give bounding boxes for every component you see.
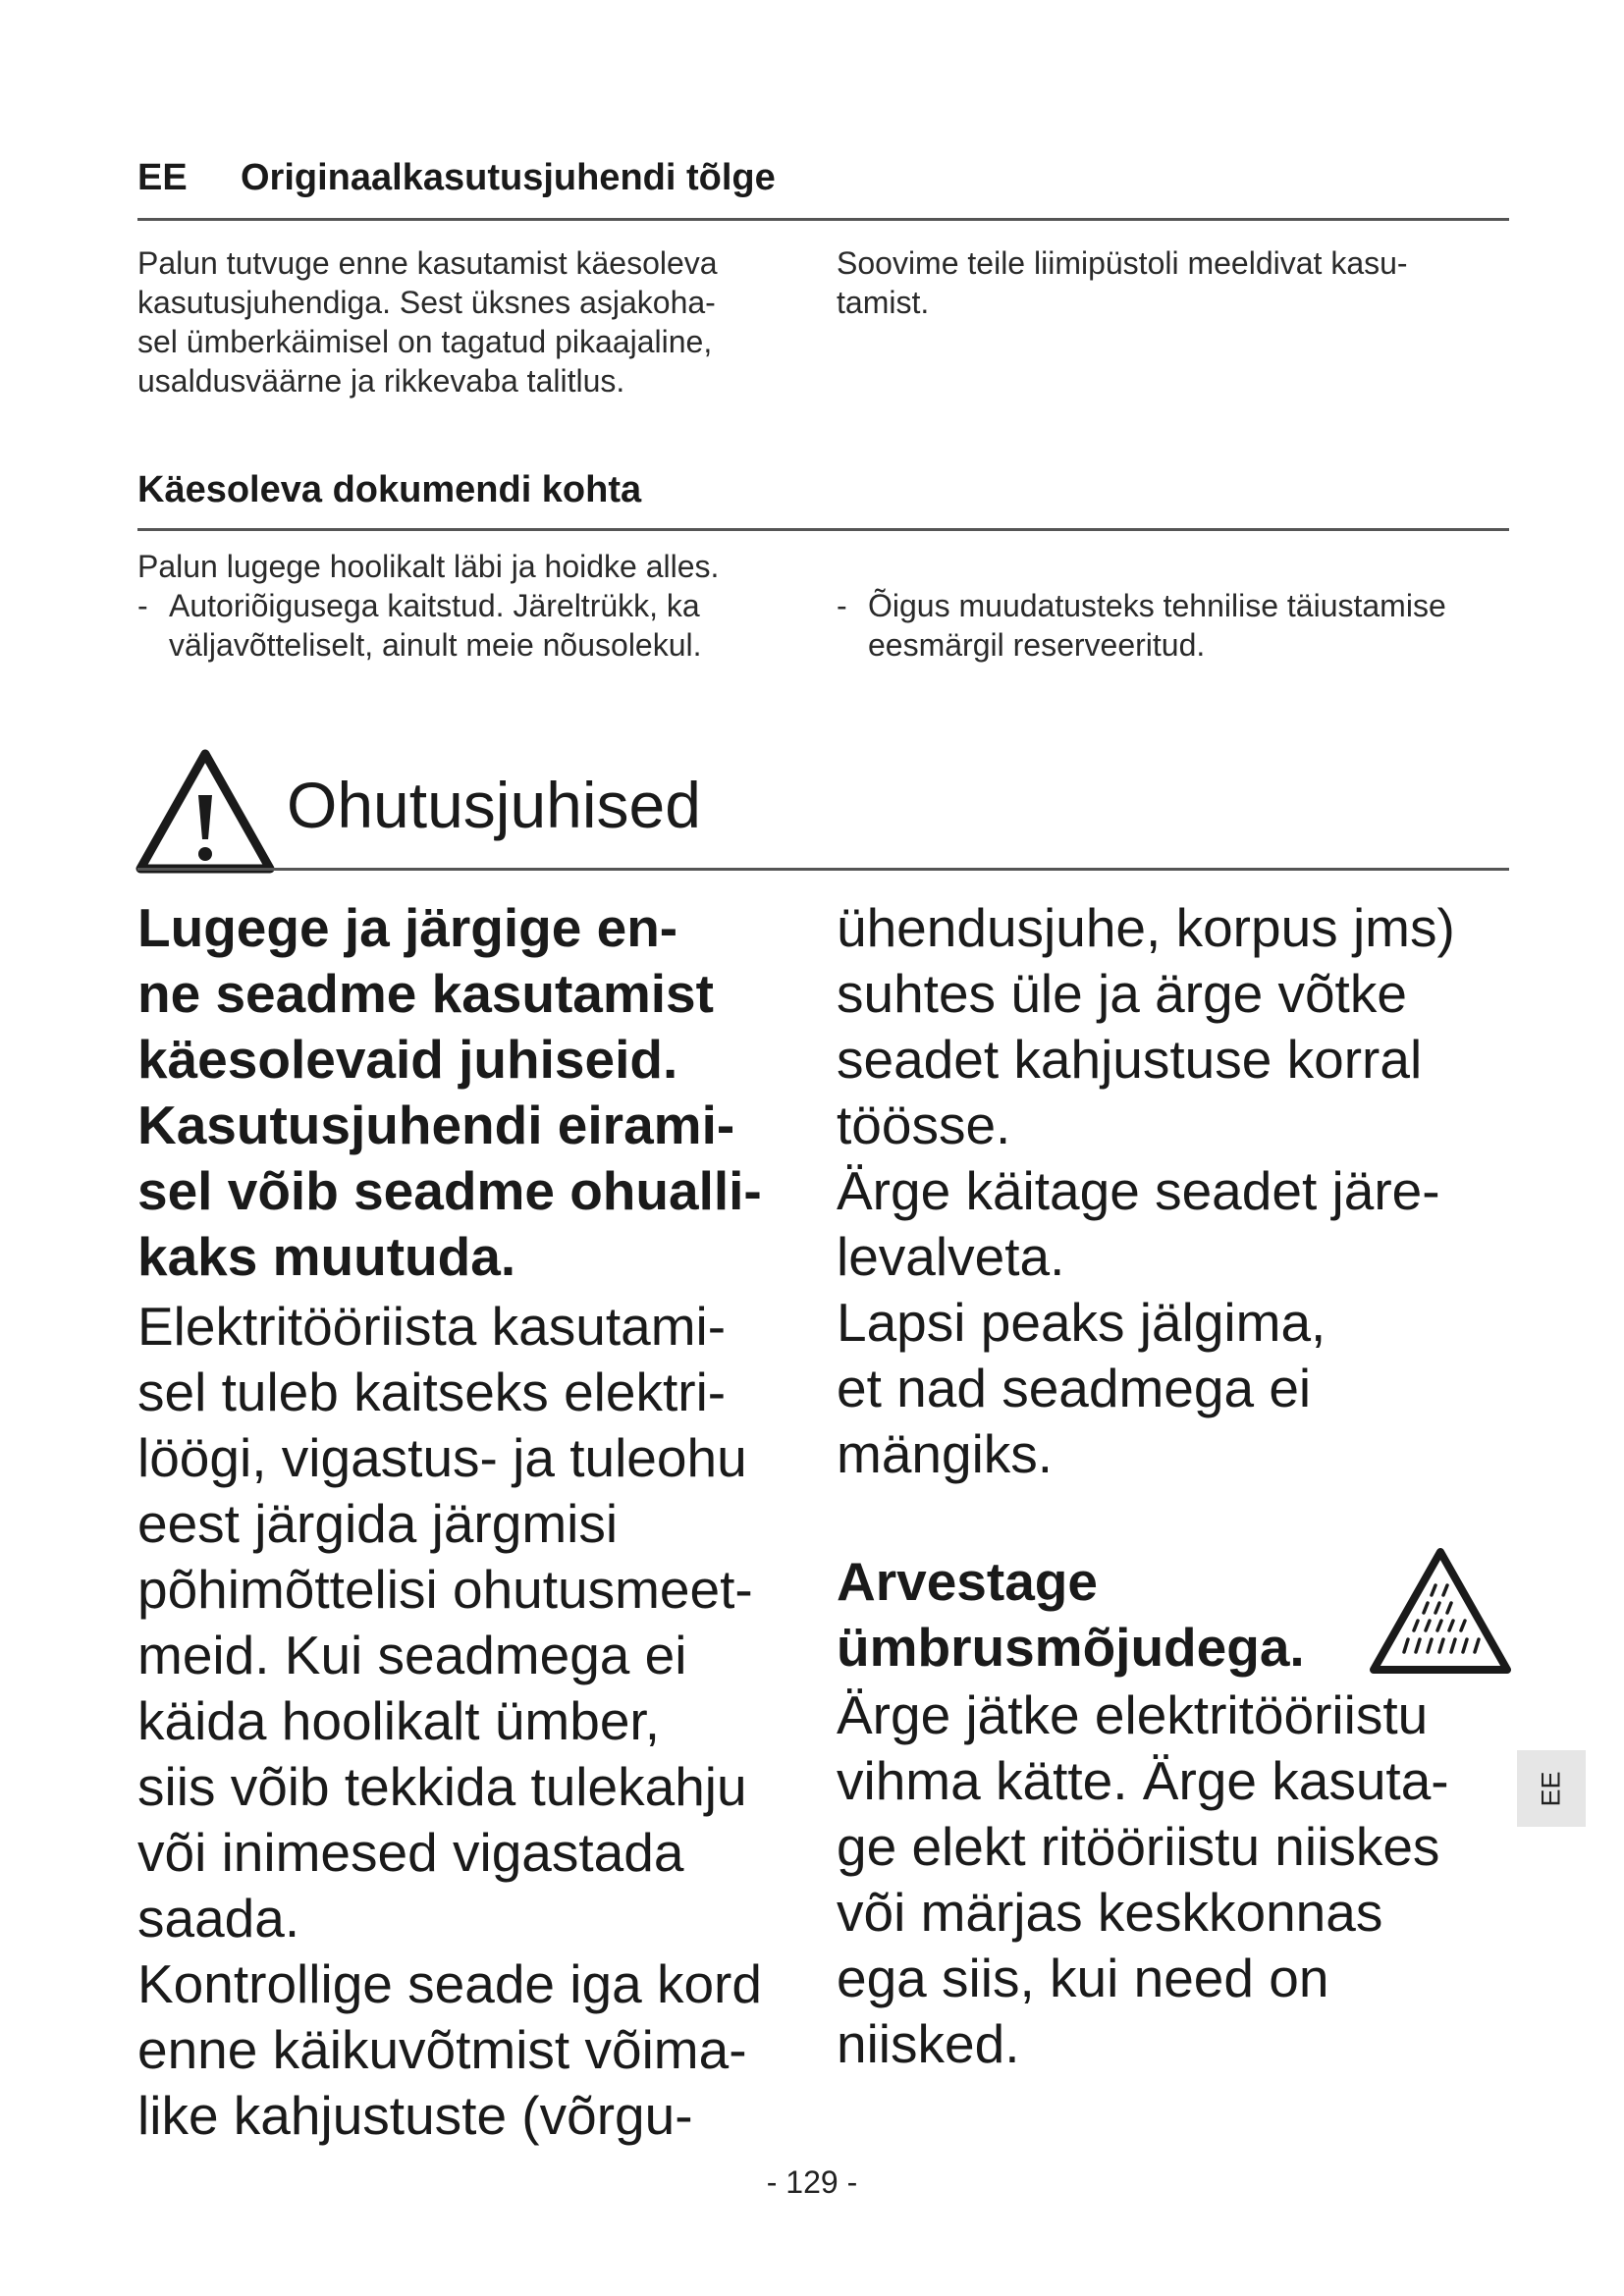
dash-marker: - — [137, 588, 148, 623]
text-line: et nad seadmega ei — [837, 1358, 1312, 1418]
header-divider — [137, 218, 1509, 221]
text-line: ühendusjuhe, korpus jms) — [837, 897, 1455, 958]
text-line: põhimõttelisi ohutusmeet- — [137, 1559, 753, 1620]
changes-item — [837, 586, 1524, 665]
language-code: EE — [137, 157, 188, 198]
document-title: Originaalkasutusjuhendi tõlge — [241, 157, 776, 198]
text-line: mängiks. — [837, 1423, 1054, 1484]
text-line: või märjas keskkonnas — [837, 1882, 1383, 1943]
text-line: Ärge jätke elektritööriistu — [837, 1684, 1429, 1745]
changes-line: eesmärgil reserveeritud. — [868, 627, 1206, 663]
heading-line: Arvestage — [837, 1551, 1098, 1612]
bold-line: Kasutusjuhendi eirami- — [137, 1095, 735, 1155]
safety-instructions — [137, 1294, 815, 2149]
environment-paragraph — [837, 1682, 1514, 2077]
about-divider — [137, 528, 1509, 531]
bold-line: käesolevaid juhiseid. — [137, 1029, 678, 1090]
about-intro-line: Palun lugege hoolikalt läbi ja hoidke alles. — [137, 549, 720, 584]
text-line: Elektritööriista kasutami- — [137, 1296, 727, 1357]
intro-right-line: Soovime teile liimipüstoli meeldivat kasu- — [837, 245, 1408, 281]
intro-left-line: Palun tutvuge enne kasutamist käesoleva — [137, 245, 718, 281]
about-section-title: Käesoleva dokumendi kohta — [137, 469, 642, 510]
intro-left-line: sel ümberkäimisel on tagatud pikaajaline, — [137, 324, 713, 359]
safety-left-column — [137, 895, 815, 2149]
text-line: meid. Kui seadmega ei — [137, 1625, 687, 1685]
text-line: või inimesed vigastada — [137, 1822, 684, 1883]
text-line: vihma kätte. Ärge kasuta- — [837, 1750, 1449, 1811]
bold-line: ne seadme kasutamist — [137, 963, 714, 1024]
heading-line: ümbrusmõjudega. — [837, 1617, 1305, 1678]
side-tab-label: EE — [1536, 1770, 1566, 1807]
text-line: niisked. — [837, 2013, 1020, 2074]
text-line: ge elekt ritööriistu niiskes — [837, 1816, 1440, 1877]
bold-line: sel võib seadme ohualli- — [137, 1160, 762, 1221]
text-line: enne käikuvõtmist võima- — [137, 2019, 747, 2080]
intro-left-line: usaldusväärne ja rikkevaba talitlus. — [137, 363, 625, 399]
text-line: eest järgida järgmisi — [137, 1493, 619, 1554]
text-line: Lapsi peaks jälgima, — [837, 1292, 1326, 1353]
changes-line: Õigus muudatusteks tehnilise täiustamise — [868, 588, 1446, 623]
intro-right-line: tamist. — [837, 285, 930, 320]
copyright-item — [137, 586, 815, 665]
intro-left-paragraph — [137, 243, 805, 400]
text-line: Kontrollige seade iga kord — [137, 1953, 762, 2014]
text-line: käida hoolikalt ümber, — [137, 1690, 660, 1751]
text-line: levalveta. — [837, 1226, 1065, 1287]
dash-marker: - — [837, 588, 847, 623]
bold-line: kaks muutuda. — [137, 1226, 516, 1287]
safety-warning-bold — [137, 895, 815, 1290]
about-right-column — [837, 586, 1524, 665]
safety-right-column — [837, 895, 1514, 1487]
safety-heading: Ohutusjuhised — [287, 769, 701, 841]
text-line: Ärge käitage seadet järe- — [837, 1160, 1440, 1221]
document-header — [137, 157, 776, 199]
text-line: ega siis, kui need on — [837, 1948, 1329, 2008]
bold-line: Lugege ja järgige en- — [137, 897, 678, 958]
safety-divider — [137, 868, 1509, 871]
text-line: saada. — [137, 1888, 300, 1949]
rain-warning-icon — [1367, 1544, 1514, 1680]
copyright-line: väljavõtteliselt, ainult meie nõusolekul. — [169, 627, 702, 663]
text-line: siis võib tekkida tulekahju — [137, 1756, 747, 1817]
page-number: - 129 - — [766, 2164, 858, 2200]
intro-left-line: kasutusjuhendiga. Sest üksnes asjakoha- — [137, 285, 716, 320]
language-side-tab — [1517, 1750, 1586, 1827]
text-line: suhtes üle ja ärge võtke — [837, 963, 1407, 1024]
text-line: löögi, vigastus- ja tuleohu — [137, 1427, 747, 1488]
about-left-column — [137, 547, 815, 665]
text-line: sel tuleb kaitseks elektri- — [137, 1362, 727, 1422]
text-line: seadet kahjustuse korral — [837, 1029, 1423, 1090]
copyright-line: Autoriõigusega kaitstud. Järeltrükk, ka — [169, 588, 700, 623]
intro-right-paragraph — [837, 243, 1514, 322]
text-line: töösse. — [837, 1095, 1011, 1155]
text-line: like kahjustuste (võrgu- — [137, 2085, 693, 2146]
environment-heading — [837, 1549, 1347, 1681]
warning-triangle-icon — [134, 746, 277, 876]
